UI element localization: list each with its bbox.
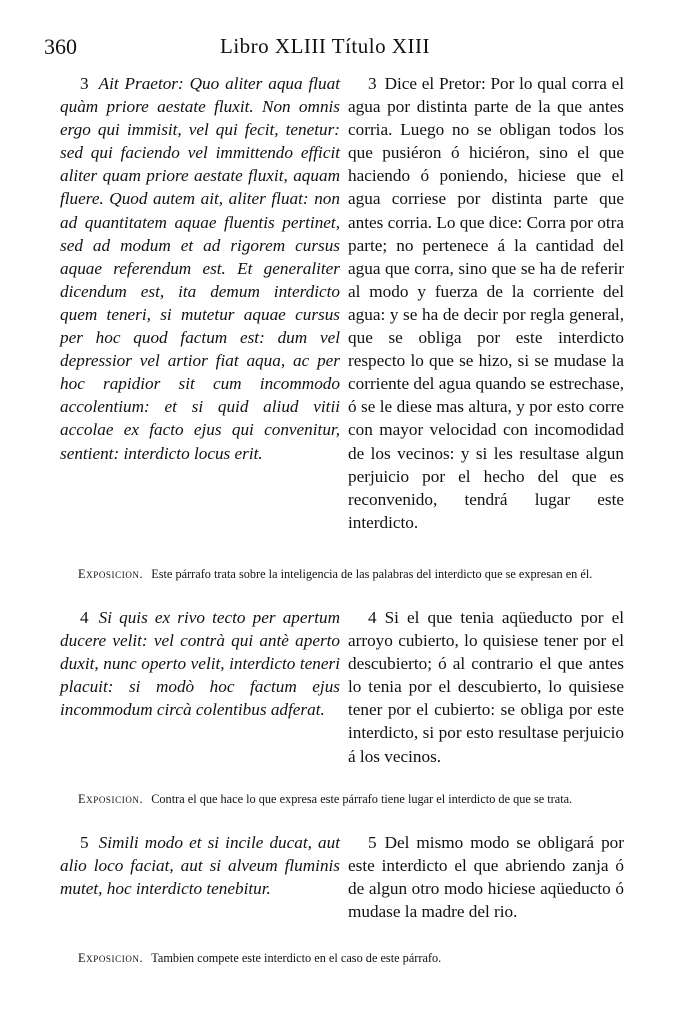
spanish-text-section-3 bbox=[348, 72, 624, 534]
section-number: 3 bbox=[368, 74, 377, 93]
spanish-paragraph: Del mismo modo se obligará por este interdicto el que abriendo zanja ó de algun otro modo hiciese aqüeducto ó mudase la madre del rio. bbox=[348, 833, 624, 922]
latin-paragraph: Ait Praetor: Quo aliter aqua fluat quàm priore aestate fluxit. Non omnis ergo qui immisit, vel qui fecit, tenetur: sed qui faciendo vel immittendo efficit aliter quam priore aestate fluxit, aquam fluere. Quod autem ait, aliter fluat: non ad quantitatem aquae fluentis pertinet, sed ad modum et ad rigorem cursus aquae referendum est. Et generaliter dicendum est, ita demum interdicto quem teneri, si mutetur aquae cursus per hoc quod factum est: dum vel depressior vel artior fiat aqua, ac per hoc rapidior sit cum incommodo accolentium: et si quid aliud vitii accolae ex facto ejus qui convenitur, sentient: interdicto locus erit. bbox=[60, 74, 340, 463]
exposicion-section-5 bbox=[78, 950, 624, 966]
latin-text-section-5 bbox=[60, 831, 340, 900]
section-number: 4 bbox=[80, 608, 89, 627]
exposicion-text: Contra el que hace lo que expresa este párrafo tiene lugar el interdicto de que se trata. bbox=[151, 792, 573, 806]
exposicion-text: Este párrafo trata sobre la inteligencia de las palabras del interdicto que se expresan en él. bbox=[151, 567, 593, 581]
spanish-paragraph: Dice el Pretor: Por lo qual corra el agua por distinta parte de la que antes corria. Luego no se obligan todos los que pusiéron ó hiciéron, sino el que haciendo ó poniendo, hiciese que el agua corriese por distinta parte que antes corria. Lo que dice: Corra por otra parte; no pertenece á la cantidad del agua que corra, sino que se ha de referir al modo y fuerza de la corriente del agua: y se ha de decir por regla general, que se obliga por este interdicto respecto lo que se hizo, si se mudase la corriente del agua quando se estrechase, ó se le diese mas altura, y por esto corre con mayor velocidad con incomodidad de los vecinos: y si les resultase algun perjuicio por el hecho del que es reconvenido, tendrá lugar este interdicto. bbox=[348, 74, 624, 532]
section-number: 5 bbox=[80, 833, 89, 852]
latin-paragraph: Si quis ex rivo tecto per apertum ducere velit: vel contrà qui antè aperto duxit, nunc operto velit, interdicto teneri placuit: si modò hoc factum ejus incommodum circà colentibus adferat. bbox=[60, 608, 340, 720]
exposicion-section-3 bbox=[78, 566, 624, 582]
exposicion-label: Exposicion. bbox=[78, 951, 144, 965]
section-number: 4 bbox=[368, 608, 377, 627]
latin-paragraph: Simili modo et si incile ducat, aut alio loco faciat, aut si alveum fluminis mutet, hoc interdicto tenebitur. bbox=[60, 833, 340, 899]
section-number: 3 bbox=[80, 74, 89, 93]
running-title: Libro XLIII Título XIII bbox=[220, 34, 430, 58]
latin-text-section-4 bbox=[60, 606, 340, 721]
spanish-text-section-5 bbox=[348, 831, 624, 923]
exposicion-text: Tambien compete este interdicto en el caso de este párrafo. bbox=[151, 951, 442, 965]
exposicion-section-4 bbox=[78, 791, 624, 807]
page-number: 360 bbox=[44, 34, 77, 59]
latin-text-section-3 bbox=[60, 72, 340, 465]
exposicion-label: Exposicion. bbox=[78, 792, 144, 806]
exposicion-label: Exposicion. bbox=[78, 567, 144, 581]
spanish-text-section-4 bbox=[348, 606, 624, 768]
section-number: 5 bbox=[368, 833, 377, 852]
spanish-paragraph: Si el que tenia aqüeducto por el arroyo cubierto, lo quisiese tener por el descubierto; ó al contrario el que antes lo tenia por el descubierto, lo quisiese tener por el cubierto: se obliga por este interdicto, si por esto resultase perjuicio á los vecinos. bbox=[348, 608, 624, 766]
page-header bbox=[44, 34, 644, 64]
